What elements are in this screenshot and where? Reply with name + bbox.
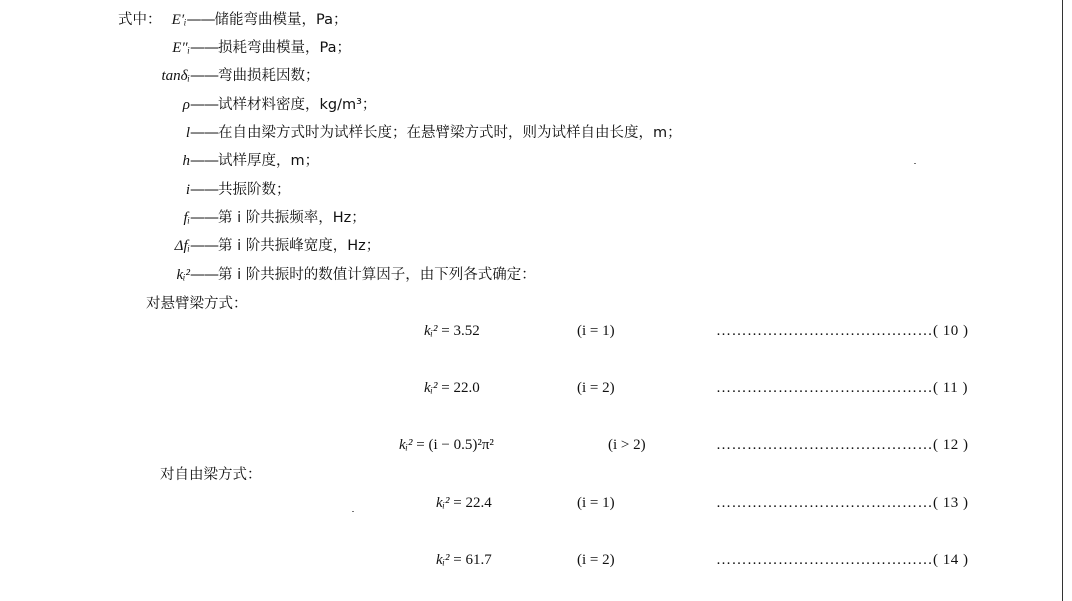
definition-dash: ——: [190, 208, 218, 226]
definition-symbol: Δfᵢ: [174, 238, 190, 254]
definition-row: [118, 122, 682, 143]
page-edge-line: [1062, 0, 1063, 601]
definition-dash: ——: [190, 95, 218, 113]
definition-symbol: E′ᵢ: [171, 12, 187, 28]
definition-symbol: ρ: [182, 97, 190, 113]
equation-leader: [716, 378, 968, 398]
equation-number: ( 14 ): [933, 552, 969, 568]
definition-symbol: tanδᵢ: [161, 68, 190, 84]
equation-leader: [716, 493, 969, 513]
definition-dash: ——: [190, 151, 218, 169]
equation: [424, 378, 480, 398]
equation-condition: (i > 2): [608, 437, 646, 453]
definition-symbol: fᵢ: [183, 210, 190, 226]
leader-dots: ……………………………………: [716, 552, 933, 568]
equation-lhs: kᵢ²: [436, 552, 450, 568]
equation-leader: [716, 321, 969, 341]
definition-dash: ——: [190, 66, 218, 84]
definition-row: [118, 150, 319, 171]
definition-row: [118, 9, 347, 30]
definition-dash: ——: [190, 38, 218, 56]
equation-condition: (i = 2): [577, 380, 615, 396]
section-heading-free: 对自由梁方式：: [160, 467, 262, 483]
definition-dash: ——: [190, 236, 218, 254]
equation-rhs: = 61.7: [453, 552, 492, 568]
equation: [436, 493, 492, 513]
definition-text: 在自由梁方式时为试样长度；在悬臂梁方式时，则为试样自由长度，m；: [218, 125, 682, 141]
definition-row: [118, 37, 351, 58]
equation-rhs: = 22.4: [453, 495, 492, 511]
definition-text: 损耗弯曲模量，Pa；: [218, 40, 351, 56]
equation-number: ( 13 ): [933, 495, 969, 511]
equation-condition: (i = 1): [577, 495, 615, 511]
equation-condition: (i = 1): [577, 323, 615, 339]
equation-leader: [716, 435, 969, 455]
scan-speck: [914, 163, 916, 164]
equation: [436, 550, 492, 570]
definition-dash: ——: [186, 10, 215, 28]
definition-text: 共振阶数；: [218, 182, 291, 198]
leader-dots: ……………………………………: [716, 437, 933, 453]
equation-number: ( 10 ): [933, 323, 969, 339]
equation-condition: (i = 2): [577, 552, 615, 568]
equation-rhs: = (i − 0.5)²π²: [416, 437, 494, 453]
definition-row: [118, 235, 380, 256]
definition-row: [118, 94, 376, 115]
definition-row: [118, 207, 366, 228]
definition-dash: ——: [190, 265, 218, 283]
equation-rhs: = 3.52: [441, 323, 480, 339]
equation-number: ( 12 ): [933, 437, 969, 453]
definition-symbol: E″ᵢ: [172, 40, 190, 56]
definition-text: 第 i 阶共振频率，Hz；: [218, 210, 366, 226]
equation: [424, 321, 480, 341]
equation-lhs: kᵢ²: [436, 495, 450, 511]
definition-text: 弯曲损耗因数；: [218, 68, 320, 84]
equation-number: ( 11 ): [933, 380, 968, 396]
definition-text: 第 i 阶共振时的数值计算因子，由下列各式确定：: [218, 267, 536, 283]
definition-dash: ——: [190, 180, 218, 198]
leader-dots: ……………………………………: [716, 323, 933, 339]
definition-dash: ——: [190, 123, 218, 141]
equation: [399, 435, 494, 455]
definition-text: 第 i 阶共振峰宽度，Hz；: [218, 238, 381, 254]
section-heading-cantilever: 对悬臂梁方式：: [146, 296, 248, 312]
definition-row: [118, 65, 320, 86]
equation-lhs: kᵢ²: [399, 437, 413, 453]
definition-text: 试样厚度，m；: [218, 153, 320, 169]
equation-lhs: kᵢ²: [424, 380, 438, 396]
equation-rhs: = 22.0: [441, 380, 480, 396]
definition-symbol: i: [185, 182, 190, 198]
equation-leader: [716, 550, 969, 570]
definition-row: [118, 264, 536, 285]
definition-symbol: l: [185, 125, 190, 141]
definition-symbol: kᵢ²: [176, 267, 190, 283]
definition-row: [118, 179, 291, 200]
intro-label: 式中：: [118, 12, 162, 28]
definition-text: 试样材料密度，kg/m³；: [218, 97, 377, 113]
leader-dots: ……………………………………: [716, 495, 933, 511]
definition-symbol: h: [182, 153, 190, 169]
equation-lhs: kᵢ²: [424, 323, 438, 339]
definition-text: 储能弯曲模量，Pa；: [214, 12, 348, 28]
scan-speck: [352, 511, 354, 512]
leader-dots: ……………………………………: [716, 380, 933, 396]
